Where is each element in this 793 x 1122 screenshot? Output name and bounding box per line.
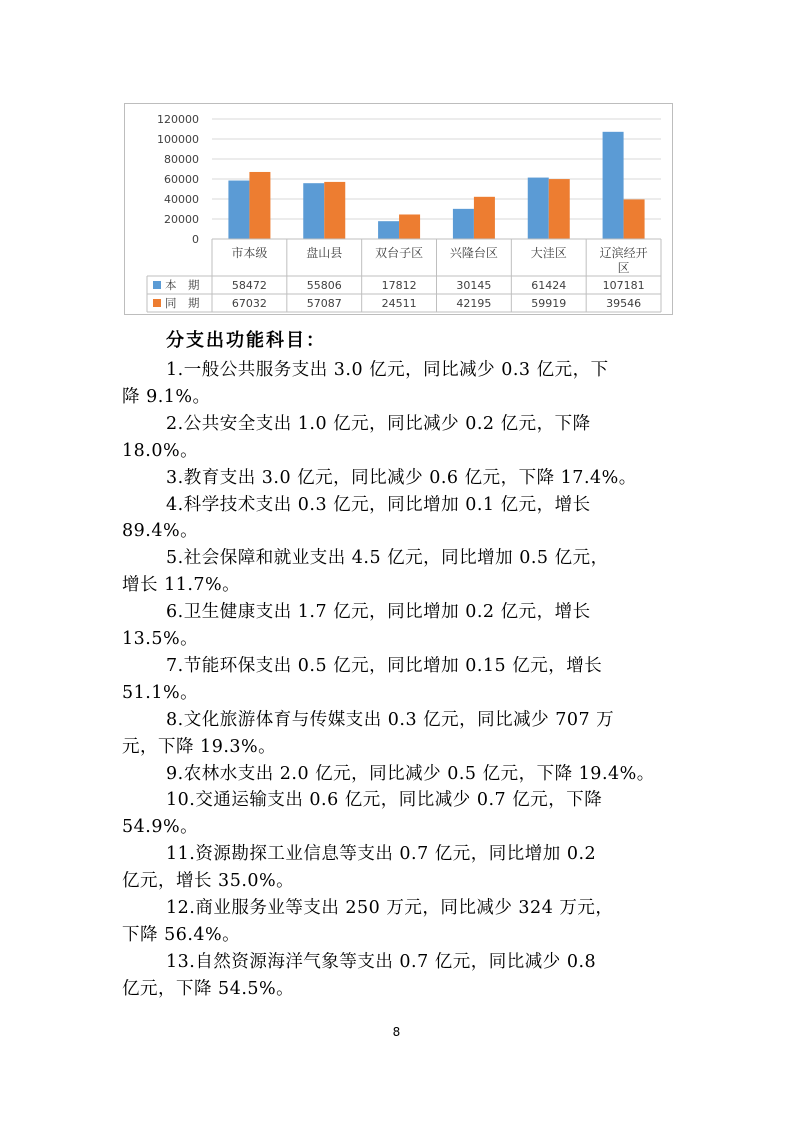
chart-canvas <box>125 104 674 316</box>
legend-swatch <box>153 299 161 307</box>
data-label: 30145 <box>456 279 492 292</box>
data-label: 61424 <box>531 279 567 292</box>
legend-label: 本 期 <box>165 278 200 292</box>
text-line: 9.农林水支出 2.0 亿元，同比减少 0.5 亿元，下降 19.4%。 <box>166 763 655 784</box>
legend-label: 同 期 <box>165 296 200 310</box>
page-number: 8 <box>392 1025 401 1039</box>
category-label: 双台子区 <box>375 246 424 260</box>
text-line: 2.公共安全支出 1.0 亿元，同比减少 0.2 亿元，下降 <box>166 413 591 434</box>
bar-prior <box>249 172 270 239</box>
y-tick-label: 100000 <box>157 133 199 146</box>
y-tick-label: 120000 <box>157 113 199 126</box>
bar-current <box>453 209 474 239</box>
category-label: 市本级 <box>231 246 268 260</box>
bar-current <box>603 132 624 239</box>
text-line: 亿元，增长 35.0%。 <box>122 871 295 892</box>
category-label: 盘山县 <box>306 246 343 260</box>
category-label: 兴隆台区 <box>449 246 498 260</box>
text-line: 6.卫生健康支出 1.7 亿元，同比增加 0.2 亿元，增长 <box>166 602 591 623</box>
bar-current <box>228 181 249 239</box>
text-line: 18.0%。 <box>122 440 199 461</box>
y-tick-label: 0 <box>192 233 199 246</box>
y-tick-label: 40000 <box>164 193 199 206</box>
data-label: 67032 <box>231 297 267 310</box>
data-label: 39546 <box>606 297 642 310</box>
text-line: 51.1%。 <box>122 682 199 703</box>
text-line: 13.自然资源海洋气象等支出 0.7 亿元，同比减少 0.8 <box>166 951 597 972</box>
y-tick-label: 80000 <box>164 153 199 166</box>
bar-prior <box>399 214 420 239</box>
budget-bar-chart <box>124 103 673 315</box>
text-line: 8.文化旅游体育与传媒支出 0.3 亿元，同比减少 707 万 <box>166 709 615 730</box>
category-label: 辽滨经开 <box>599 246 648 260</box>
text-line: 元，下降 19.3%。 <box>122 736 277 757</box>
y-tick-label: 60000 <box>164 173 199 186</box>
data-label: 107181 <box>602 279 645 292</box>
text-line: 54.9%。 <box>122 817 199 838</box>
bar-prior <box>324 182 345 239</box>
data-label: 17812 <box>381 279 417 292</box>
text-line: 增长 11.7%。 <box>122 575 241 596</box>
category-label: 区 <box>617 261 630 275</box>
text-line: 亿元，下降 54.5%。 <box>122 978 295 999</box>
bar-current <box>303 183 324 239</box>
text-line: 4.科学技术支出 0.3 亿元，同比增加 0.1 亿元，增长 <box>166 494 591 515</box>
text-line: 降 9.1%。 <box>122 386 211 407</box>
legend-swatch <box>153 281 161 289</box>
bar-current <box>528 178 549 239</box>
y-tick-label: 20000 <box>164 213 199 226</box>
section-heading: 分支出功能科目： <box>166 330 326 351</box>
data-label: 42195 <box>456 297 492 310</box>
text-line: 7.节能环保支出 0.5 亿元，同比增加 0.15 亿元，增长 <box>166 655 603 676</box>
text-line: 12.商业服务业等支出 250 万元，同比减少 324 万元， <box>166 898 614 918</box>
text-line: 下降 56.4%。 <box>122 924 241 945</box>
text-line: 5.社会保障和就业支出 4.5 亿元，同比增加 0.5 亿元， <box>166 548 609 569</box>
category-label: 大洼区 <box>530 246 567 260</box>
text-line: 10.交通运输支出 0.6 亿元，同比减少 0.7 亿元，下降 <box>166 790 603 811</box>
text-line: 13.5%。 <box>122 629 199 649</box>
data-label: 55806 <box>306 279 342 292</box>
bar-prior <box>624 199 645 239</box>
text-line: 11.资源勘探工业信息等支出 0.7 亿元，同比增加 0.2 <box>166 844 597 865</box>
data-label: 58472 <box>231 279 267 292</box>
text-line: 1.一般公共服务支出 3.0 亿元，同比减少 0.3 亿元，下 <box>166 360 609 380</box>
text-line: 89.4%。 <box>122 521 199 542</box>
data-label: 57087 <box>306 297 342 310</box>
data-label: 59919 <box>531 297 567 310</box>
bar-prior <box>549 179 570 239</box>
bar-prior <box>474 197 495 239</box>
bar-current <box>378 221 399 239</box>
data-label: 24511 <box>381 297 417 310</box>
text-line: 3.教育支出 3.0 亿元，同比减少 0.6 亿元，下降 17.4%。 <box>166 467 637 488</box>
